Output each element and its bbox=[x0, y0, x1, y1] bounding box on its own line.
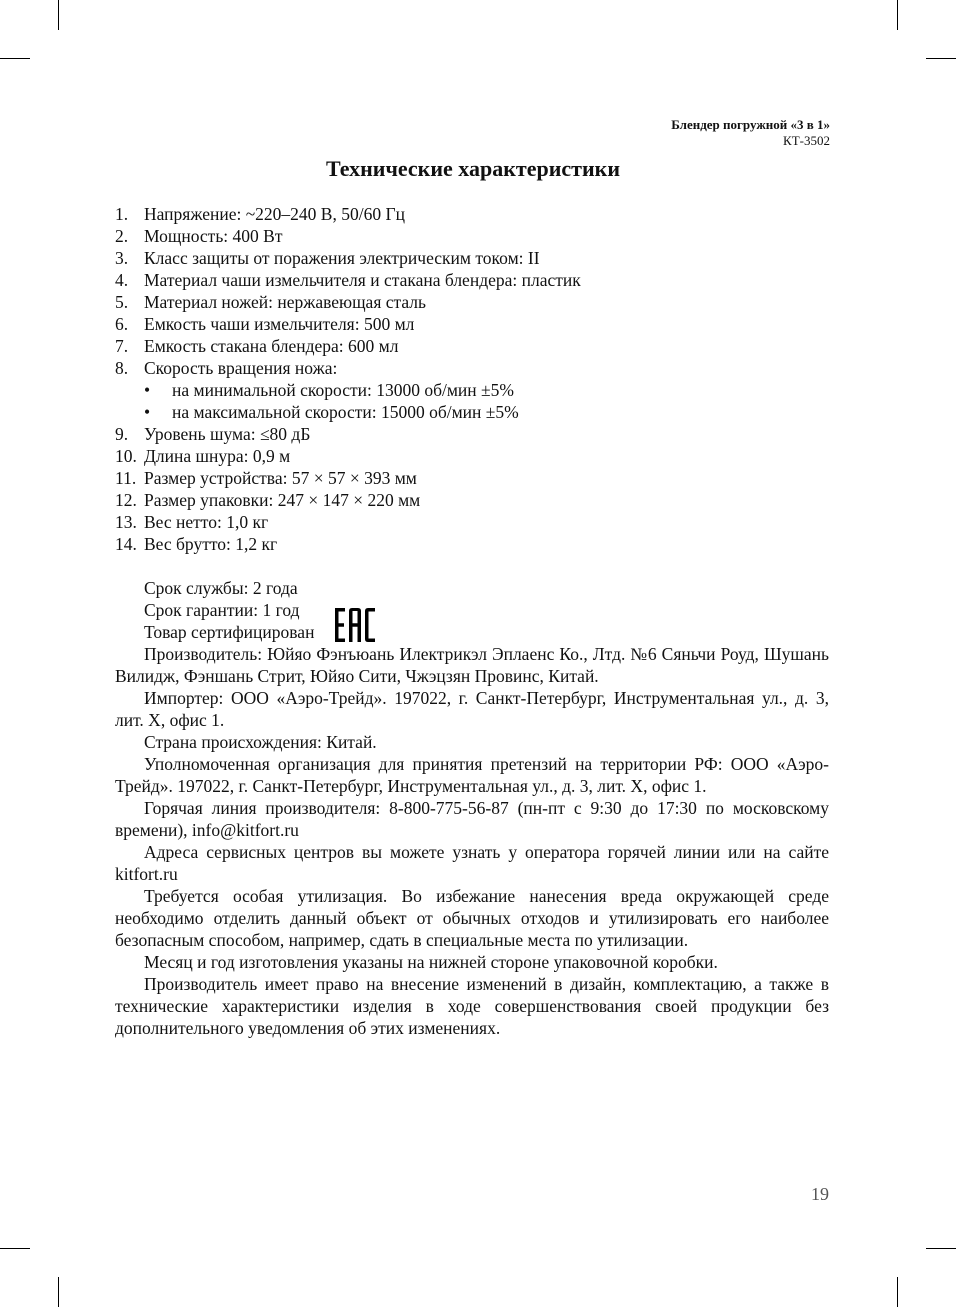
hotline-paragraph: Горячая линия производителя: 8-800-775-56-87 (пн-пт с 9:30 до 17:30 по московскому времени), info@kitfort.ru bbox=[115, 798, 829, 840]
spec-text: Размер упаковки: 247 × 147 × 220 мм bbox=[144, 490, 421, 510]
page-content bbox=[115, 203, 829, 1039]
spec-item bbox=[115, 313, 829, 335]
spec-item bbox=[115, 269, 829, 291]
spec-item bbox=[115, 357, 829, 379]
speed-sublist-wrapper bbox=[115, 379, 829, 423]
spec-text: Уровень шума: ≤80 дБ bbox=[144, 424, 311, 444]
country-paragraph: Страна происхождения: Китай. bbox=[144, 732, 377, 752]
spec-number: 2. bbox=[115, 226, 129, 246]
spec-item bbox=[115, 467, 829, 489]
spec-number: 4. bbox=[115, 270, 129, 290]
spec-text: Размер устройства: 57 × 57 × 393 мм bbox=[144, 468, 417, 488]
spec-text: Мощность: 400 Вт bbox=[144, 226, 283, 246]
spec-item bbox=[115, 511, 829, 533]
bullet-item bbox=[115, 379, 829, 401]
spec-item bbox=[115, 225, 829, 247]
header-model: КТ-3502 bbox=[783, 133, 830, 148]
crop-mark bbox=[926, 58, 956, 59]
eac-logo-icon bbox=[334, 608, 376, 642]
spec-number: 14. bbox=[115, 534, 137, 554]
bullet-item bbox=[115, 401, 829, 423]
spec-item bbox=[115, 533, 829, 555]
spec-number: 12. bbox=[115, 490, 137, 510]
spec-item bbox=[115, 247, 829, 269]
spec-text: Емкость стакана блендера: 600 мл bbox=[144, 336, 399, 356]
service-life: Срок службы: 2 года bbox=[144, 578, 298, 598]
spec-list bbox=[115, 203, 829, 555]
spec-number: 1. bbox=[115, 204, 129, 224]
bullet-text: на минимальной скорости: 13000 об/мин ±5% bbox=[172, 380, 514, 400]
bullet-mark: • bbox=[144, 380, 151, 400]
importer-paragraph: Импортер: ООО «Аэро-Трейд». 197022, г. Санкт-Петербург, Инструментальная ул., д. 3, лит. Х, офис 1. bbox=[115, 688, 829, 730]
spec-text: Класс защиты от поражения электрическим током: II bbox=[144, 248, 540, 268]
crop-mark bbox=[926, 1248, 956, 1249]
authorized-org-paragraph: Уполномоченная организация для принятия претензий на территории РФ: ООО «Аэро-Трейд». 197022, г. Санкт-Петербург, Инструментальная ул., д. 3, лит. Х, офис 1. bbox=[115, 754, 829, 796]
changes-notice-paragraph: Производитель имеет право на внесение изменений в дизайн, комплектацию, а также в технические характеристики изделия в ходе совершенствования своей продукции без дополнительного уведомления об этих изменениях. bbox=[115, 974, 829, 1038]
bullet-mark: • bbox=[144, 402, 151, 422]
speed-bullet-list bbox=[115, 379, 829, 423]
spec-text: Материал чаши измельчителя и стакана блендера: пластик bbox=[144, 270, 581, 290]
certification-row bbox=[115, 621, 829, 643]
running-header bbox=[671, 117, 830, 149]
spec-text: Длина шнура: 0,9 м bbox=[144, 446, 291, 466]
certified-text: Товар сертифицирован bbox=[144, 622, 315, 642]
spec-number: 8. bbox=[115, 358, 129, 378]
spec-text: Материал ножей: нержавеющая сталь bbox=[144, 292, 427, 312]
spec-text: Вес брутто: 1,2 кг bbox=[144, 534, 278, 554]
spec-text: Емкость чаши измельчителя: 500 мл bbox=[144, 314, 415, 334]
spec-text: Напряжение: ~220–240 В, 50/60 Гц bbox=[144, 204, 405, 224]
page-title: Технические характеристики bbox=[325, 156, 621, 181]
crop-mark bbox=[0, 1248, 30, 1249]
crop-mark bbox=[897, 1277, 898, 1307]
service-centers-paragraph: Адреса сервисных центров вы можете узнать у оператора горячей линии или на сайте kitfort.ru bbox=[115, 842, 829, 884]
spec-number: 6. bbox=[115, 314, 129, 334]
manufacture-date-paragraph: Месяц и год изготовления указаны на нижней стороне упаковочной коробки. bbox=[144, 952, 718, 972]
bullet-text: на максимальной скорости: 15000 об/мин ±5% bbox=[172, 402, 519, 422]
spec-text: Вес нетто: 1,0 кг bbox=[144, 512, 269, 532]
spec-number: 10. bbox=[115, 446, 137, 466]
spec-item bbox=[115, 203, 829, 225]
spec-number: 11. bbox=[115, 468, 137, 488]
disposal-paragraph: Требуется особая утилизация. Во избежание нанесения вреда окружающей среде необходимо отделить данный объект от обычных отходов и утилизировать его наиболее безопасным способом, например, сдать в специальные места по утилизации. bbox=[115, 886, 829, 950]
spec-item bbox=[115, 335, 829, 357]
spec-number: 5. bbox=[115, 292, 129, 312]
spec-number: 3. bbox=[115, 248, 129, 268]
spec-item bbox=[115, 445, 829, 467]
spec-item bbox=[115, 291, 829, 313]
header-product: Блендер погружной «3 в 1» bbox=[671, 117, 830, 132]
spec-text: Скорость вращения ножа: bbox=[144, 358, 338, 378]
warranty-period: Срок гарантии: 1 год bbox=[144, 600, 300, 620]
spacer bbox=[115, 555, 829, 577]
spec-number: 9. bbox=[115, 424, 129, 444]
crop-mark bbox=[58, 1277, 59, 1307]
crop-mark bbox=[897, 0, 898, 30]
spec-item bbox=[115, 423, 829, 445]
spec-item bbox=[115, 489, 829, 511]
manufacturer-paragraph: Производитель: Юйяо Фэнъюань Илектрикэл Эплаенс Ко., Лтд. №6 Сяньчи Роуд, Шушань Вилидж, Фэншань Стрит, Юйяо Сити, Чжэцзян Провинс, Китай. bbox=[115, 644, 829, 686]
crop-mark bbox=[0, 58, 30, 59]
page-number: 19 bbox=[811, 1184, 829, 1204]
crop-mark bbox=[58, 0, 59, 30]
spec-number: 7. bbox=[115, 336, 129, 356]
spec-number: 13. bbox=[115, 512, 137, 532]
